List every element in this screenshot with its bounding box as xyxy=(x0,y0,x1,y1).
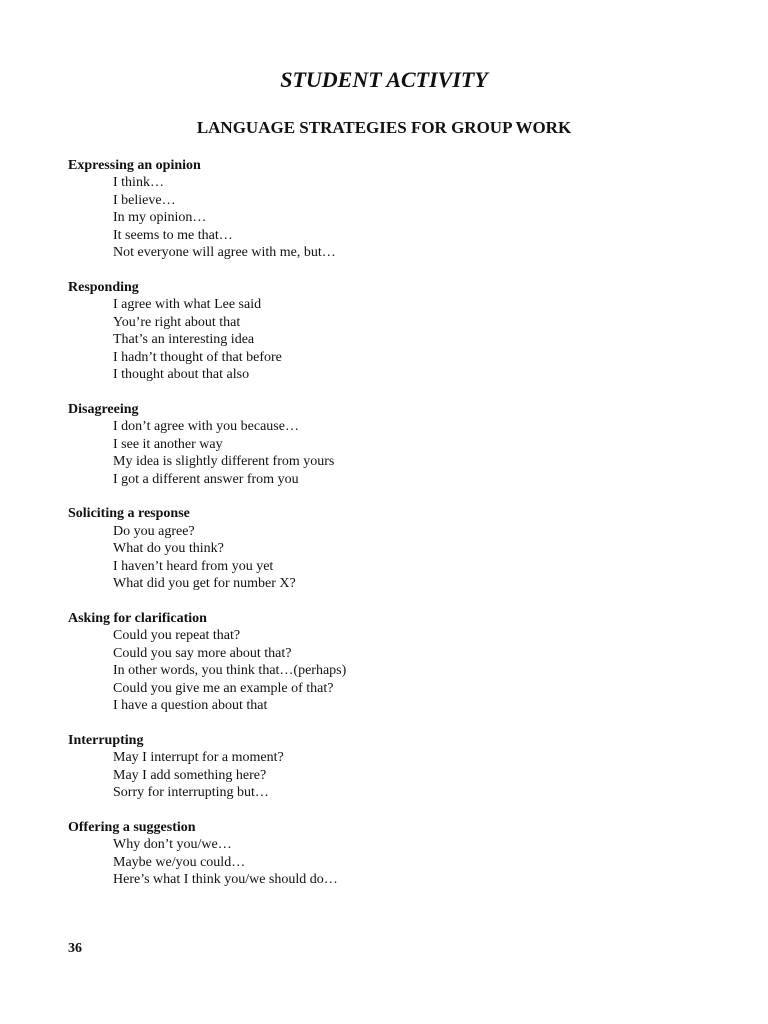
section-heading: Disagreeing xyxy=(68,401,139,417)
section-heading: Asking for clarification xyxy=(68,610,207,626)
phrase-item: What did you get for number X? xyxy=(113,576,296,592)
section-heading: Interrupting xyxy=(68,732,144,748)
strategy-section xyxy=(68,732,708,802)
phrase-item: Do you agree? xyxy=(113,523,195,539)
phrase-item: I don’t agree with you because… xyxy=(113,419,299,435)
section-heading: Offering a suggestion xyxy=(68,820,196,835)
phrase-item: I haven’t heard from you yet xyxy=(113,558,274,574)
phrase-item: I thought about that also xyxy=(113,366,250,382)
phrase-item: Sorry for interrupting but… xyxy=(113,785,269,801)
section-heading: Responding xyxy=(68,279,139,295)
phrase-item: I hadn’t thought of that before xyxy=(113,349,282,365)
phrase-item: I think… xyxy=(113,175,164,191)
phrase-item: That’s an interesting idea xyxy=(113,332,255,348)
page-subtitle: LANGUAGE STRATEGIES FOR GROUP WORK xyxy=(196,118,572,137)
phrase-item: You’re right about that xyxy=(113,314,241,330)
phrase-item: Maybe we/you could… xyxy=(113,854,246,870)
strategy-section xyxy=(68,819,708,889)
section-heading: Soliciting a response xyxy=(68,506,190,522)
phrase-item: Could you say more about that? xyxy=(113,645,292,661)
strategy-section xyxy=(68,157,708,261)
phrase-item: My idea is slightly different from yours xyxy=(113,454,335,470)
phrase-item: Could you give me an example of that? xyxy=(113,680,334,696)
phrase-item: It seems to me that… xyxy=(113,227,233,243)
phrase-item: I got a different answer from you xyxy=(113,471,299,487)
page-title: STUDENT ACTIVITY xyxy=(280,67,488,92)
strategy-section xyxy=(68,401,708,488)
phrase-item: I agree with what Lee said xyxy=(113,297,262,313)
strategy-sections xyxy=(68,157,708,906)
page-number: 36 xyxy=(68,941,82,956)
strategy-section xyxy=(68,610,708,714)
phrase-item: Could you repeat that? xyxy=(113,628,241,644)
phrase-item: Here’s what I think you/we should do… xyxy=(113,872,338,888)
strategy-section xyxy=(68,279,708,383)
phrase-item: What do you think? xyxy=(113,541,224,557)
phrase-item: I have a question about that xyxy=(113,697,268,713)
strategy-section xyxy=(68,505,708,592)
phrase-item: In other words, you think that…(perhaps) xyxy=(113,663,347,679)
phrase-item: May I interrupt for a moment? xyxy=(113,750,284,766)
phrase-item: Not everyone will agree with me, but… xyxy=(113,245,336,261)
phrase-item: In my opinion… xyxy=(113,210,207,226)
phrase-item: I believe… xyxy=(113,192,176,208)
phrase-item: I see it another way xyxy=(113,436,223,452)
phrase-item: Why don’t you/we… xyxy=(113,837,232,853)
section-heading: Expressing an opinion xyxy=(68,158,201,173)
phrase-item: May I add something here? xyxy=(113,767,267,783)
